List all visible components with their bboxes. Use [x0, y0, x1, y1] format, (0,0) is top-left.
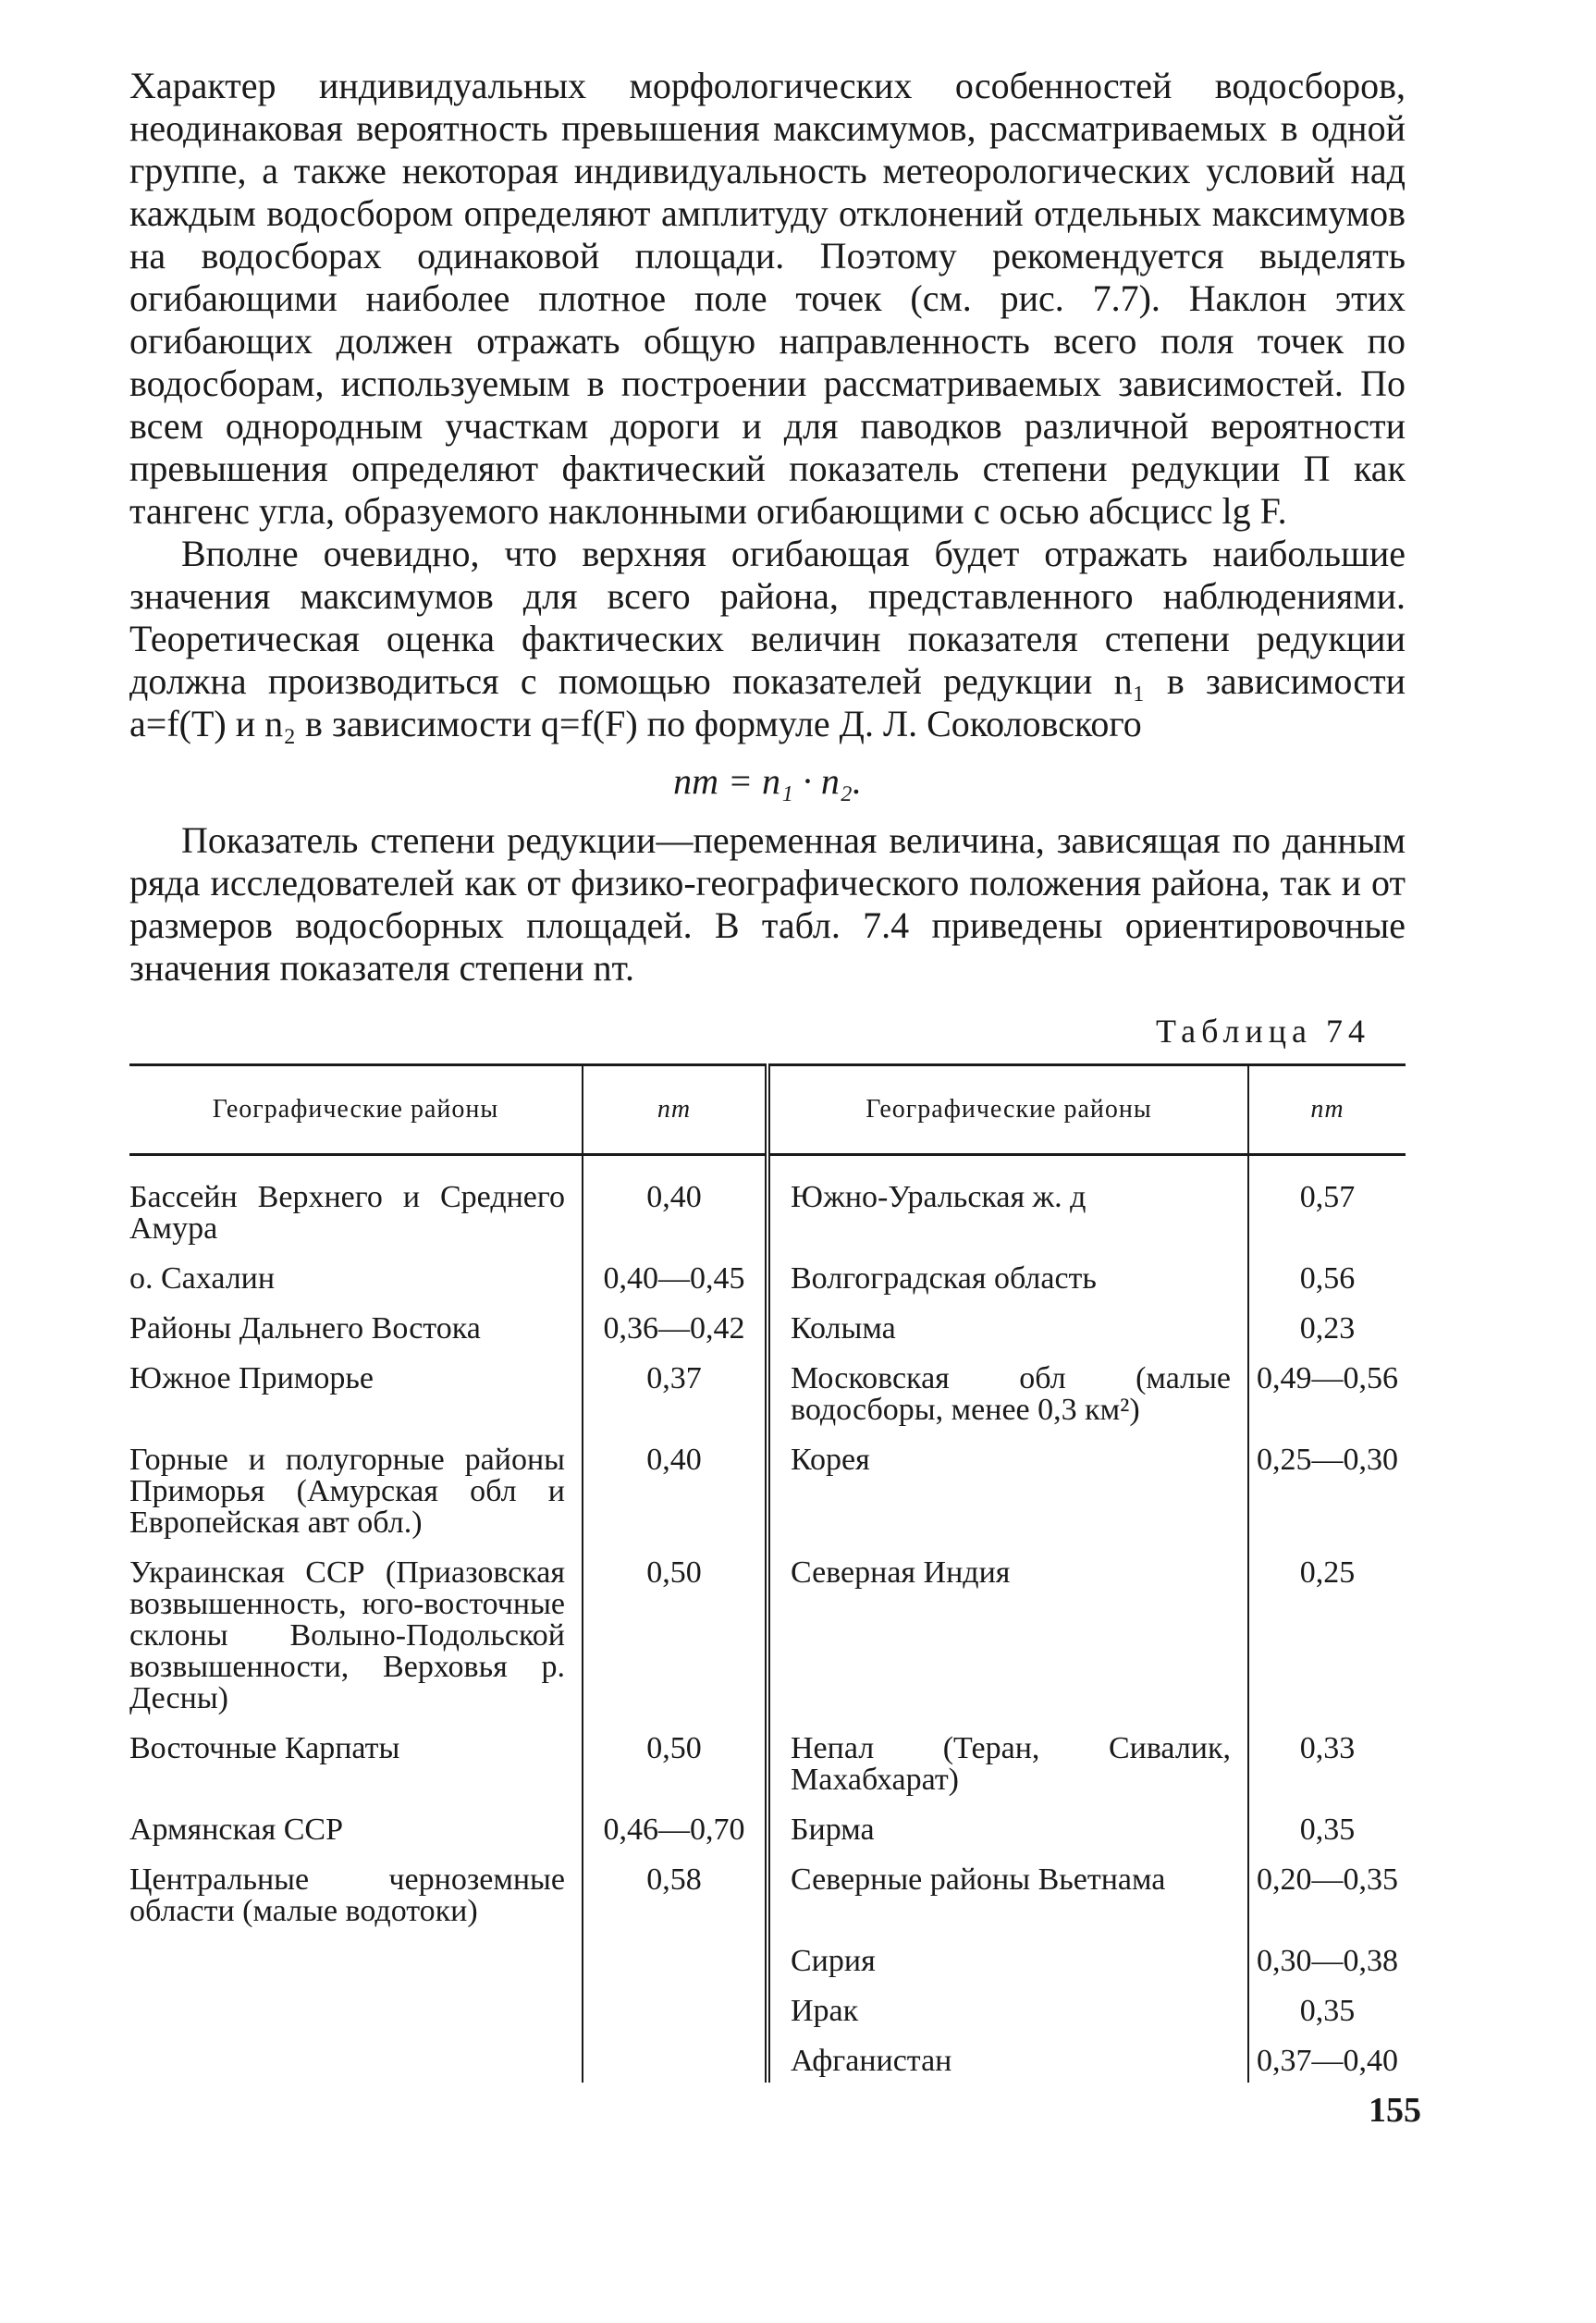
right-region-cell: Непал (Теран, Сивалик, Махабхарат) [791, 1731, 1231, 1797]
page-number: 155 [1369, 2091, 1421, 2130]
header-right-value: nт [1248, 1065, 1406, 1155]
left-value-cell: 0,50 [646, 1731, 702, 1765]
left-region-cell: Южное Приморье [129, 1361, 374, 1395]
left-value-cell: 0,50 [646, 1555, 702, 1590]
right-region-cell: Московская обл (малые водосборы, менее 0,3 км²) [791, 1361, 1231, 1427]
right-value-cell: 0,30—0,38 [1257, 1944, 1398, 1978]
table-row [129, 1432, 1406, 1544]
right-value-cell: 0,49—0,56 [1257, 1361, 1398, 1395]
right-value-cell: 0,57 [1299, 1180, 1356, 1214]
table-row [129, 2033, 1406, 2083]
right-region-cell: Волгоградская область [791, 1261, 1097, 1296]
right-region-cell: Бирма [791, 1813, 875, 1847]
table-row [129, 1933, 1406, 1983]
page-content [129, 65, 1406, 2083]
paragraph-3: Показатель степени редукции—переменная величина, зависящая по данным ряда исследователей как от физико-географического положения района, так и от размеров водосборных площадей. В табл. 7.4 приведены ориентировочные значения показателя степени nт. [129, 819, 1406, 989]
table-row [129, 1350, 1406, 1432]
table-row [129, 1801, 1406, 1851]
table-title: Таблица 74 [1156, 1013, 1370, 1050]
right-region-cell: Сирия [791, 1944, 876, 1978]
left-region-cell: Бассейн Верхнего и Среднего Амура [129, 1180, 565, 1246]
table-row [129, 1983, 1406, 2033]
table-header-row [129, 1065, 1406, 1155]
left-value-cell: 0,40 [646, 1443, 702, 1477]
left-value-cell: 0,40 [646, 1180, 702, 1214]
left-region-cell [129, 1983, 565, 2001]
left-region-cell: Восточные Карпаты [129, 1731, 400, 1765]
left-value-cell: 0,46—0,70 [603, 1813, 745, 1847]
right-value-cell: 0,35 [1299, 1994, 1356, 2028]
left-value-cell [583, 2033, 765, 2051]
right-region-cell: Колыма [791, 1311, 896, 1346]
right-region-cell: Северная Индия [791, 1555, 1011, 1590]
header-right-region: Географические районы [767, 1065, 1248, 1155]
left-value-cell: 0,36—0,42 [603, 1311, 745, 1346]
paragraph-1: Характер индивидуальных морфологических особенностей водосборов, неодинаковая вероятность превышения максимумов, рассматриваемых в одной группе, а также некоторая индивидуальность метеорологических условий над каждым водосбором определяют амплитуду отклонений отдельных максимумов на водосборах одинаковой площади. Поэтому рекомендуется выделять огибающими наиболее плотное поле точек (см. рис. 7.7). Наклон этих огибающих должен отражать общую направленность всего поля точек по водосборам, используемым в построении рассматриваемых зависимостей. По всем однородным участкам дороги и для паводков различной вероятности превышения определяют фактический показатель степени редукции П как тангенс угла, образуемого наклонными огибающими с осью абсцисс lg F. [129, 65, 1406, 532]
right-region-cell: Северные районы Вьетнама [791, 1862, 1166, 1897]
table-row [129, 1720, 1406, 1801]
table-row [129, 1851, 1406, 1933]
header-left-region: Географические районы [129, 1065, 583, 1155]
right-region-cell: Ирак [791, 1994, 859, 2028]
left-region-cell: Горные и полугорные районы Приморья (Амурская обл и Европейская авт обл.) [129, 1443, 565, 1540]
table-body [129, 1155, 1406, 2083]
table-row [129, 1155, 1406, 1251]
left-region-cell [129, 1933, 565, 1951]
left-value-cell: 0,58 [646, 1862, 702, 1897]
left-region-cell: Центральные черноземные области (малые водотоки) [129, 1862, 565, 1928]
left-region-cell: Районы Дальнего Востока [129, 1311, 481, 1346]
left-value-cell [583, 1983, 765, 2001]
left-value-cell: 0,40—0,45 [603, 1261, 745, 1296]
table-row [129, 1544, 1406, 1720]
table-row [129, 1250, 1406, 1300]
right-value-cell: 0,37—0,40 [1257, 2044, 1398, 2078]
right-region-cell: Корея [791, 1443, 870, 1477]
right-region-cell: Южно-Уральская ж. д [791, 1180, 1087, 1214]
right-value-cell: 0,56 [1299, 1261, 1356, 1296]
reduction-table [129, 1063, 1406, 2083]
table-row [129, 1300, 1406, 1350]
left-region-cell [129, 2033, 565, 2051]
right-value-cell: 0,35 [1299, 1813, 1356, 1847]
left-region-cell: Армянская ССР [129, 1813, 343, 1847]
header-left-value: nт [583, 1065, 767, 1155]
paragraph-2: Вполне очевидно, что верхняя огибающая будет отражать наибольшие значения максимумов для всего района, представленного наблюдениями. Теоретическая оценка фактических величин показателя степени редукции должна производиться с помощью показателей редукции n₁ в зависимости a=f(T) и n₂ в зависимости q=f(F) по формуле Д. Л. Соколовского [129, 533, 1406, 744]
right-value-cell: 0,25 [1299, 1555, 1356, 1590]
right-value-cell: 0,23 [1299, 1311, 1356, 1346]
right-value-cell: 0,25—0,30 [1257, 1443, 1398, 1477]
right-region-cell: Афганистан [791, 2044, 952, 2078]
left-region-cell: Украинская ССР (Приазовская возвышенность, юго-восточные склоны Волыно-Подольской возвышенности, Верховья р. Десны) [129, 1555, 565, 1715]
right-value-cell: 0,20—0,35 [1257, 1862, 1398, 1897]
left-value-cell: 0,37 [646, 1361, 702, 1395]
formula: nт = n₁ · n₂. [673, 760, 862, 802]
left-value-cell [583, 1933, 765, 1951]
right-value-cell: 0,33 [1299, 1731, 1356, 1765]
left-region-cell: о. Сахалин [129, 1261, 276, 1296]
